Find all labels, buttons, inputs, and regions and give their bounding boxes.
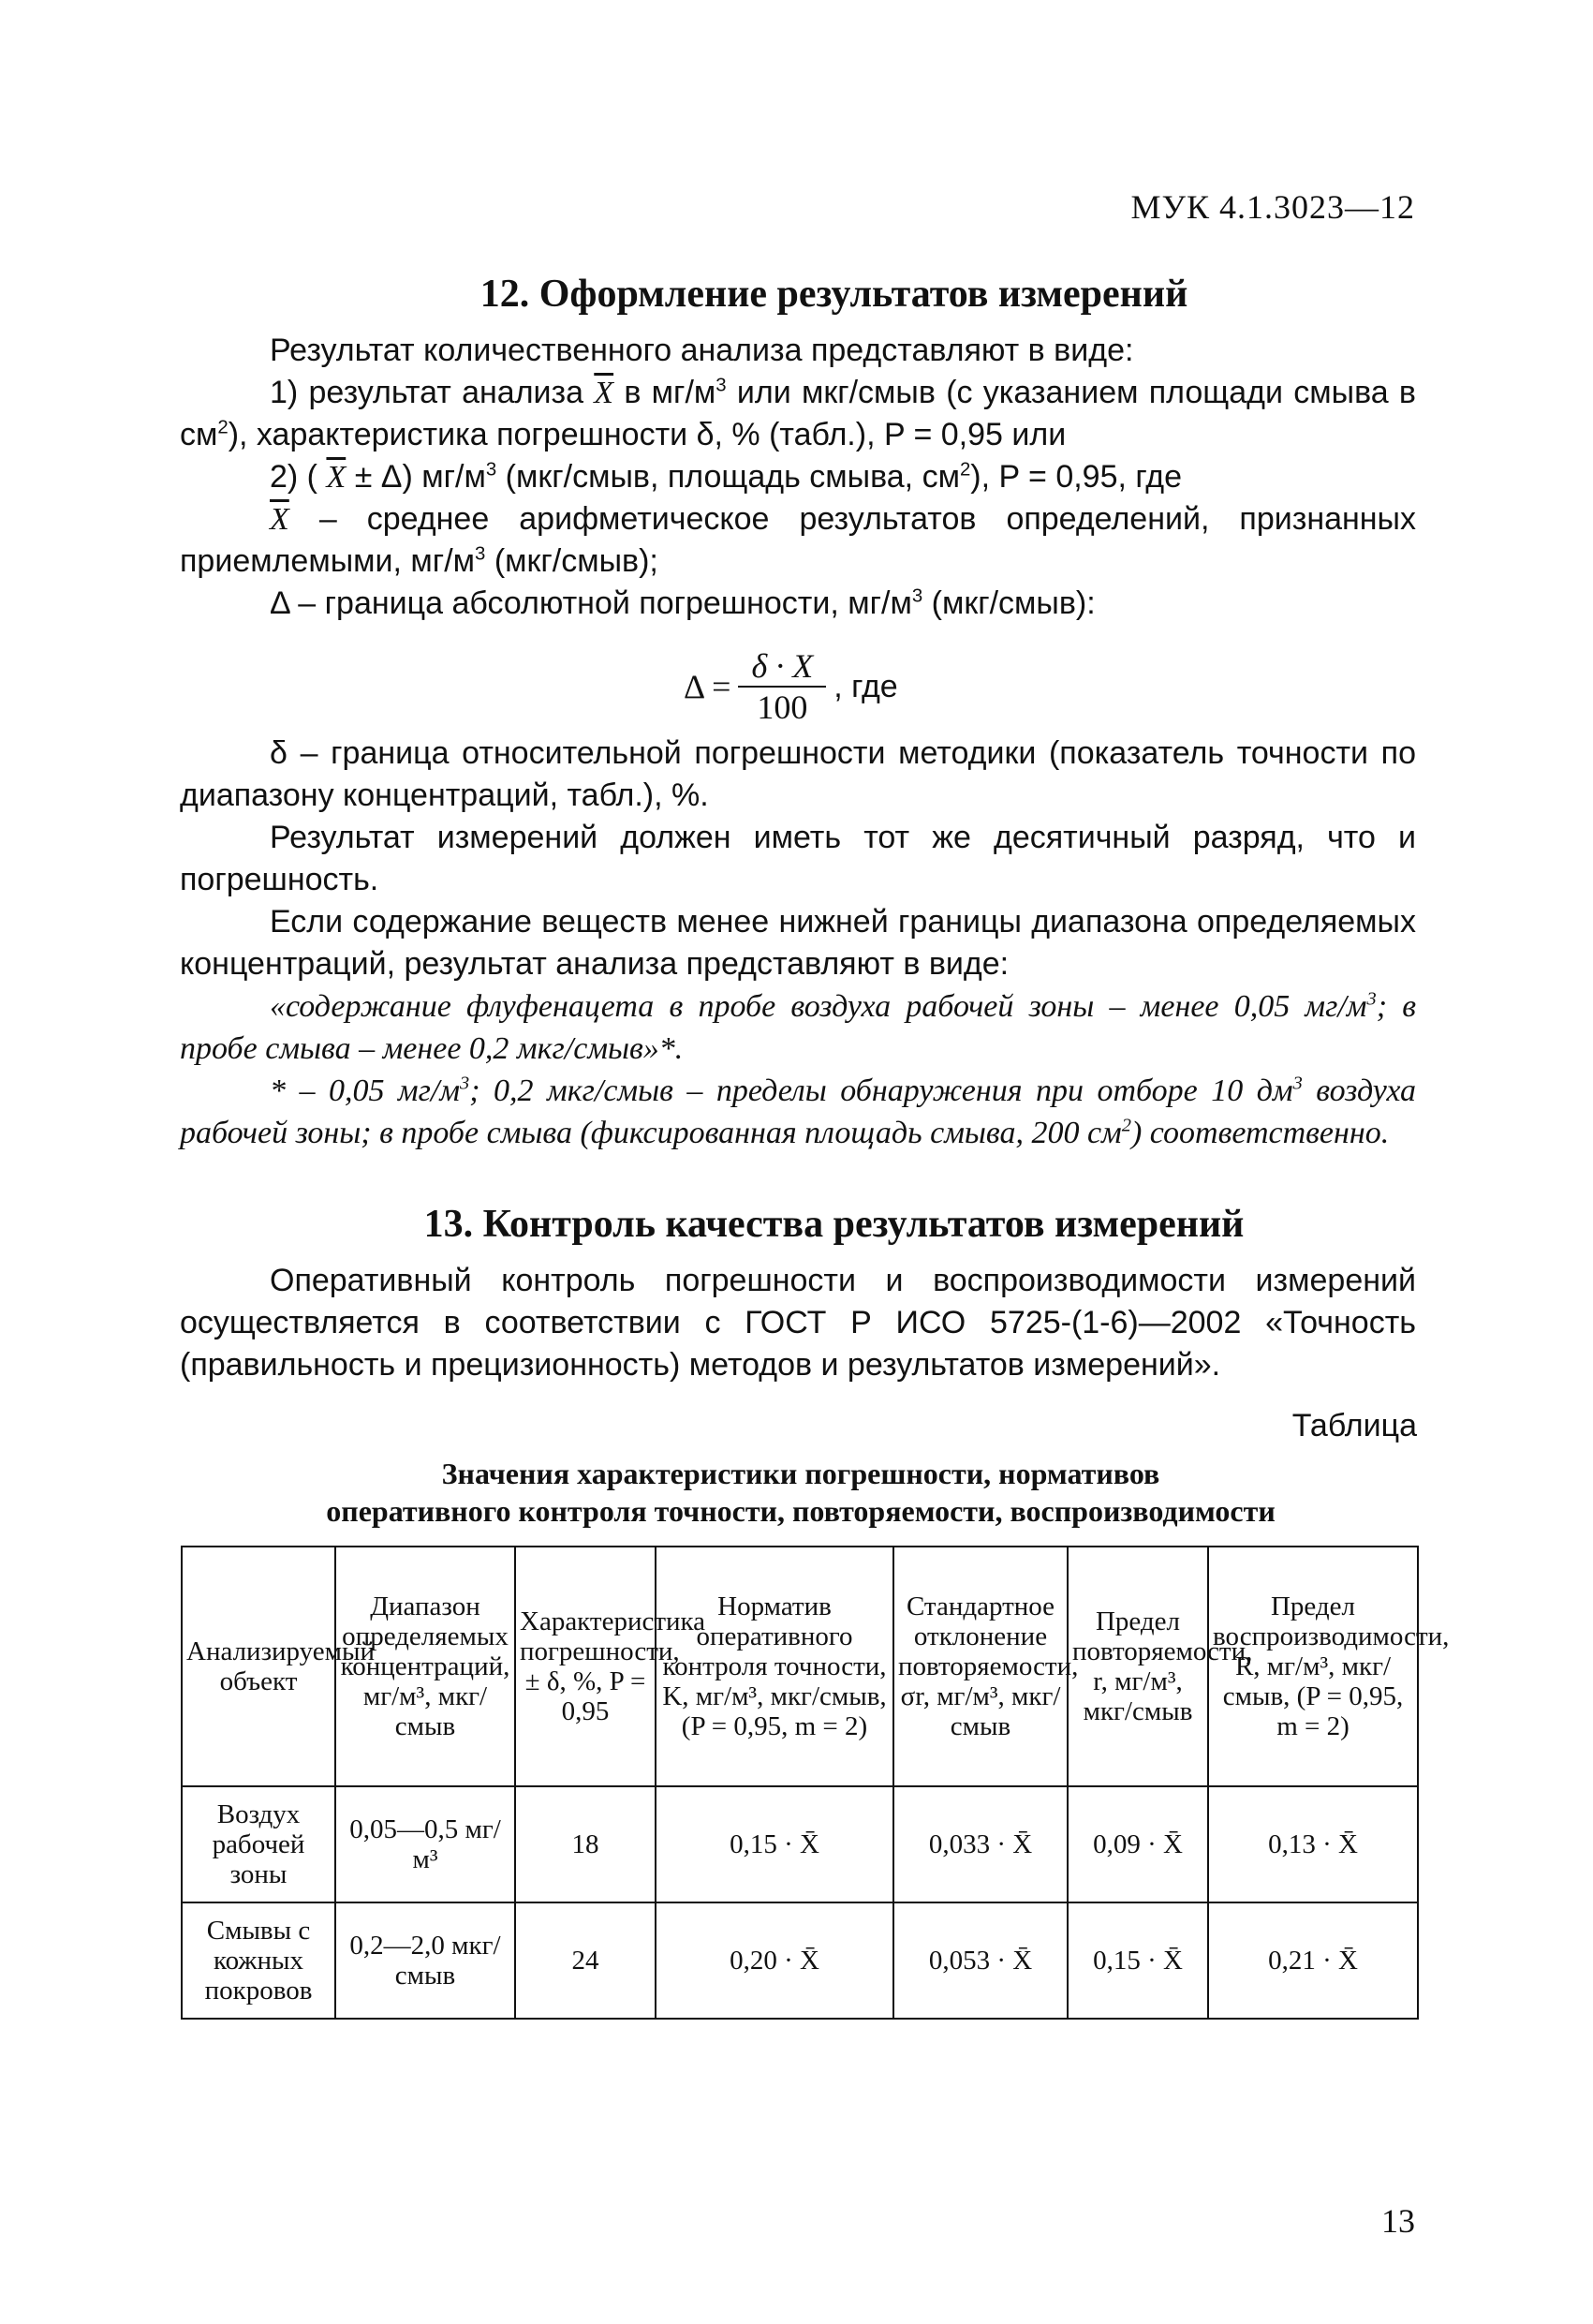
item-1: 1) результат анализа $\overline{X}$ в $мг/м^3$ или мкг/смыв (с указанием площади смыва в $см^2$), характеристика погрешности δ, % (табл.), P = 0,95 или bbox=[180, 375, 1416, 452]
table-cell: 0,05—0,5 мг/м³ bbox=[335, 1786, 515, 1902]
table-label: Таблица bbox=[1291, 1408, 1417, 1443]
section-12-body-2 bbox=[180, 733, 1416, 1154]
header-cell: Стандартное отклонение повторяемости, σr, мг/м³, мкг/смыв bbox=[893, 1547, 1068, 1786]
table-row bbox=[182, 1902, 1418, 2019]
below-range-rule: Если содержание веществ менее нижней границы диапазона определяемых концентраций, результат анализа представляют в виде: bbox=[180, 904, 1416, 982]
table-cell: 0,15 · X̄ bbox=[1068, 1902, 1208, 2019]
section-13-body bbox=[180, 1260, 1416, 1386]
formula-denominator: 100 bbox=[757, 688, 808, 726]
result-quote: «содержание флуфенацета в пробе воздуха рабочей зоны – менее 0,05 $мг/м^3$; в пробе смыва – менее 0,2 мкг/смыв»*. bbox=[180, 988, 1416, 1066]
x-mean-symbol: $\overline{X}$ bbox=[594, 376, 614, 410]
rounding-rule: Результат измерений должен иметь тот же десятичный разряд, что и погрешность. bbox=[180, 820, 1416, 897]
header-cell: Предел повторяемости, r, мг/м³, мкг/смыв bbox=[1068, 1547, 1208, 1786]
delta-definition: Δ – граница абсолютной погрешности, $мг/м^3$ (мкг/смыв): bbox=[270, 585, 1096, 621]
table-title: Значения характеристики погрешности, нормативов оперативного контроля точности, повторяемости, воспроизводимости bbox=[326, 1457, 1276, 1528]
delta-formula: Δ = $\frac{\delta \cdot X}{100}$ , где bbox=[684, 647, 898, 726]
table-cell: 18 bbox=[515, 1786, 656, 1902]
table-cell: Воздух рабочей зоны bbox=[182, 1786, 335, 1902]
section-12-body bbox=[180, 330, 1416, 625]
formula-numerator: δ · X bbox=[738, 646, 826, 688]
header-cell: Норматив оперативного контроля точности, K, мг/м³, мкг/смыв, (P = 0,95, m = 2) bbox=[656, 1547, 893, 1786]
error-characteristics-table bbox=[181, 1546, 1450, 2020]
x-mean-definition: $\overline{X}$ – среднее арифметическое результатов определений, признанных приемлемыми, $мг/м^3$ (мкг/смыв); bbox=[180, 501, 1416, 579]
table-cell: 0,13 · X̄ bbox=[1208, 1786, 1418, 1902]
header-cell: Диапазон определяемых концентраций, мг/м³, мкг/смыв bbox=[335, 1547, 515, 1786]
item-2: 2) ( $\overline{X} \pm \Delta$) $мг/м^3$ (мкг/смыв, площадь смыва, $см^2$), P = 0,95, где bbox=[270, 459, 1183, 495]
table-cell: 0,09 · X̄ bbox=[1068, 1786, 1208, 1902]
header-cell: Характеристика погрешности, ± δ, %, P = 0,95 bbox=[515, 1547, 656, 1786]
intro-paragraph: Результат количественного анализа представляют в виде: bbox=[270, 333, 1134, 368]
section-13-paragraph: Оперативный контроль погрешности и воспроизводимости измерений осуществляется в соответствии с ГОСТ Р ИСО 5725-(1-6)—2002 «Точность (правильность и прецизионность) методов и результатов измерений». bbox=[180, 1263, 1416, 1383]
header-cell: Предел воспроизводимости, R, мг/м³, мкг/смыв, (P = 0,95, m = 2) bbox=[1208, 1547, 1418, 1786]
section-13-title: 13. Контроль качества результатов измерений bbox=[423, 1203, 1245, 1246]
table-cell: Смывы с кожных покровов bbox=[182, 1902, 335, 2019]
table-cell: 0,20 · X̄ bbox=[656, 1902, 893, 2019]
table-cell: 0,2—2,0 мкг/смыв bbox=[335, 1902, 515, 2019]
table-cell: 0,15 · X̄ bbox=[656, 1786, 893, 1902]
section-12-title: 12. Оформление результатов измерений bbox=[479, 273, 1188, 316]
table-row bbox=[182, 1786, 1418, 1902]
table-cell: 0,21 · X̄ bbox=[1208, 1902, 1418, 2019]
table-cell: 0,053 · X̄ bbox=[893, 1902, 1068, 2019]
table-header-row bbox=[182, 1547, 1418, 1786]
footnote: * – 0,05 $мг/м^3$; 0,2 мкг/смыв – пределы обнаружения при отборе 10 $дм^3$ воздуха рабочей зоны; в пробе смыва (фиксированная площадь смыва, 200 $см^2$) соответственно. bbox=[180, 1073, 1417, 1150]
page-number: 13 bbox=[1381, 2202, 1415, 2240]
table-cell: 24 bbox=[515, 1902, 656, 2019]
delta-rel-definition: δ – граница относительной погрешности методики (показатель точности по диапазону концентраций, табл.), %. bbox=[180, 735, 1416, 813]
document-code: МУК 4.1.3023—12 bbox=[1130, 188, 1415, 226]
header-cell: Анализируемый объект bbox=[182, 1547, 335, 1786]
table-cell: 0,033 · X̄ bbox=[893, 1786, 1068, 1902]
